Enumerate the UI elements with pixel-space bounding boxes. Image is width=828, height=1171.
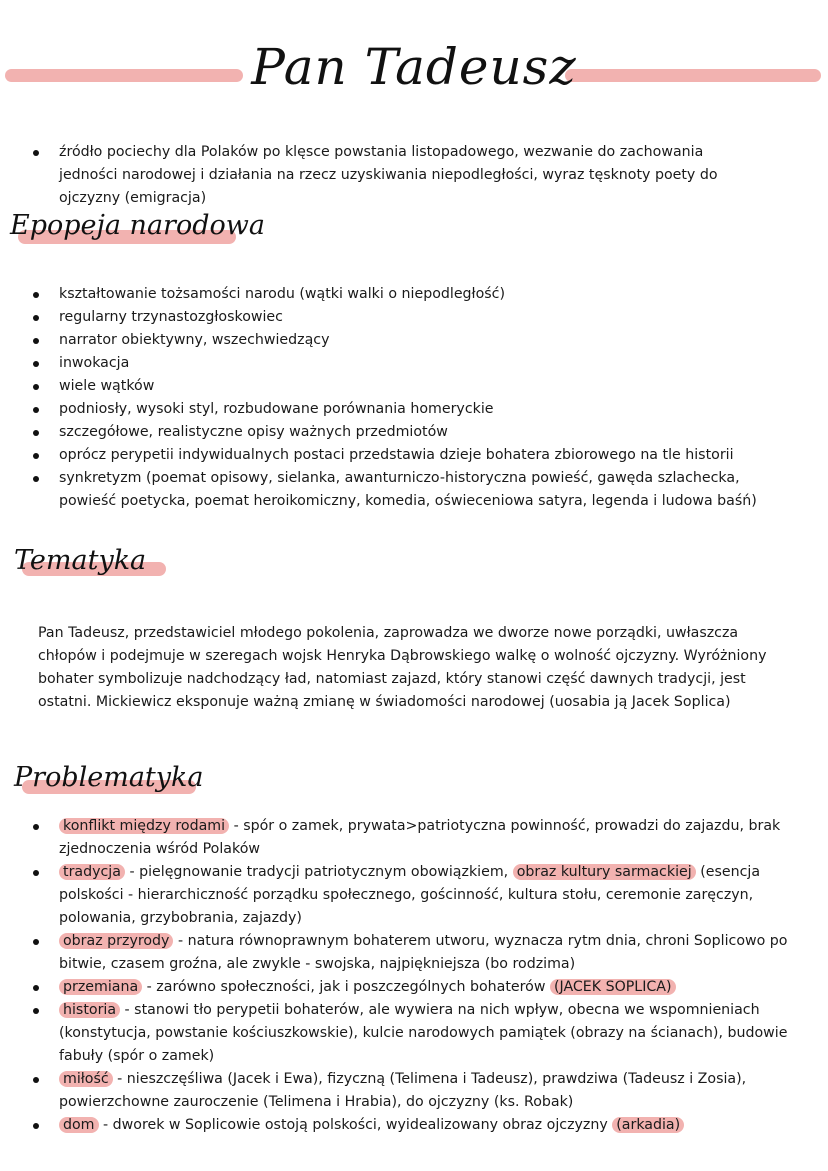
heading-text: Tematyka xyxy=(14,545,147,576)
section-heading-problematyka xyxy=(14,762,204,808)
list-item: regularny trzynastozgłoskowiec xyxy=(33,306,793,329)
item-text: - natura równoprawnym bohaterem utworu, wyznacza rytm dnia, chroni Soplicowo po bitwie, czasem groźna, ale zwykle - swojska, najpiękniejsza (bo rodzima) xyxy=(59,933,788,972)
highlighted-keyword: obraz przyrody xyxy=(59,933,173,949)
list-item: oprócz perypetii indywidualnych postaci przedstawia dzieje bohatera zbiorowego na tle historii xyxy=(33,444,793,467)
item-text: - spór o zamek, prywata>patriotyczna powinność, prowadzi do zajazdu, brak zjednoczenia wśród Polaków xyxy=(59,818,781,857)
highlighted-phrase: (JACEK SOPLICA) xyxy=(550,979,676,995)
page-title: Pan Tadeusz xyxy=(251,38,577,96)
epopeja-list xyxy=(33,283,793,513)
highlighted-keyword: miłość xyxy=(59,1071,113,1087)
highlighted-keyword: konflikt między rodami xyxy=(59,818,229,834)
highlighted-keyword: dom xyxy=(59,1117,99,1133)
highlighted-keyword: tradycja xyxy=(59,864,125,880)
item-text: - stanowi tło perypetii bohaterów, ale wywiera na nich wpływ, obecna we wspomnieniach (konstytucja, powstanie kościuszkowskie), kulcie narodowych pamiątek (obrazy na ścianach), budowie fabuły (spór o zamek) xyxy=(59,1002,788,1064)
list-item xyxy=(33,1068,813,1114)
tematyka-paragraph: Pan Tadeusz, przedstawiciel młodego pokolenia, zaprowadza we dworze nowe porządki, uwłaszcza chłopów i podejmuje w szeregach wojsk Henryka Dąbrowskiego walkę o wolność ojczyzny. Wyróżniony bohater symbolizuje nadchodzący ład, natomiast zajazd, który stanowi część dawnych tradycji, jest ostatni. Mickiewicz eksponuje ważną zmianę w świadomości narodowej (uosabia ją Jacek Soplica) xyxy=(38,625,767,710)
list-item xyxy=(33,976,813,999)
item-text: - zarówno społeczności, jak i poszczególnych bohaterów xyxy=(142,979,550,995)
list-item xyxy=(33,815,813,861)
heading-text: Problematyka xyxy=(14,762,204,793)
item-text: - nieszczęśliwa (Jacek i Ewa), fizyczną (Telimena i Tadeusz), prawdziwa (Tadeusz i Zosia), powierzchowne zauroczenie (Telimena i Hrabia), do ojczyzny (ks. Robak) xyxy=(59,1071,747,1110)
problematyka-list xyxy=(33,815,813,1137)
highlighted-phrase: (arkadia) xyxy=(612,1117,684,1133)
list-item: źródło pociechy dla Polaków po klęsce powstania listopadowego, wezwanie do zachowania jedności narodowej i działania na rzecz uzyskiwania niepodległości, wyraz tęsknoty poety do ojczyzny (emigracja) xyxy=(33,141,753,210)
list-item: inwokacja xyxy=(33,352,793,375)
heading-text: Epopeja narodowa xyxy=(10,210,265,241)
list-item: podniosły, wysoki styl, rozbudowane porównania homeryckie xyxy=(33,398,793,421)
highlighted-keyword: historia xyxy=(59,1002,120,1018)
list-item xyxy=(33,1114,813,1137)
intro-list xyxy=(33,141,753,210)
list-item: wiele wątków xyxy=(33,375,793,398)
list-item xyxy=(33,930,813,976)
section-heading-tematyka xyxy=(14,545,174,591)
list-item: synkretyzm (poemat opisowy, sielanka, awanturniczo-historyczna powieść, gawęda szlachecka, powieść poetycka, poemat heroikomiczny, komedia, oświeceniowa satyra, legenda i ludowa baśń) xyxy=(33,467,793,513)
section-heading-epopeja xyxy=(10,210,265,256)
list-item: kształtowanie tożsamości narodu (wątki walki o niepodległość) xyxy=(33,283,793,306)
highlighted-keyword: przemiana xyxy=(59,979,142,995)
list-item: szczegółowe, realistyczne opisy ważnych przedmiotów xyxy=(33,421,793,444)
item-text: - dworek w Soplicowie ostoją polskości, wyidealizowany obraz ojczyzny xyxy=(98,1117,613,1133)
item-text: (esencja polskości - hierarchiczność porządku społecznego, gościnność, kultura stołu, ceremonie zaręczyn, polowania, grzybobrania, zajazdy) xyxy=(59,864,761,926)
item-text: - pielęgnowanie tradycji patriotycznym obowiązkiem, xyxy=(124,864,513,880)
list-item xyxy=(33,999,813,1068)
highlighted-phrase: obraz kultury sarmackiej xyxy=(513,864,696,880)
list-item: narrator obiektywny, wszechwiedzący xyxy=(33,329,793,352)
list-item xyxy=(33,861,813,930)
